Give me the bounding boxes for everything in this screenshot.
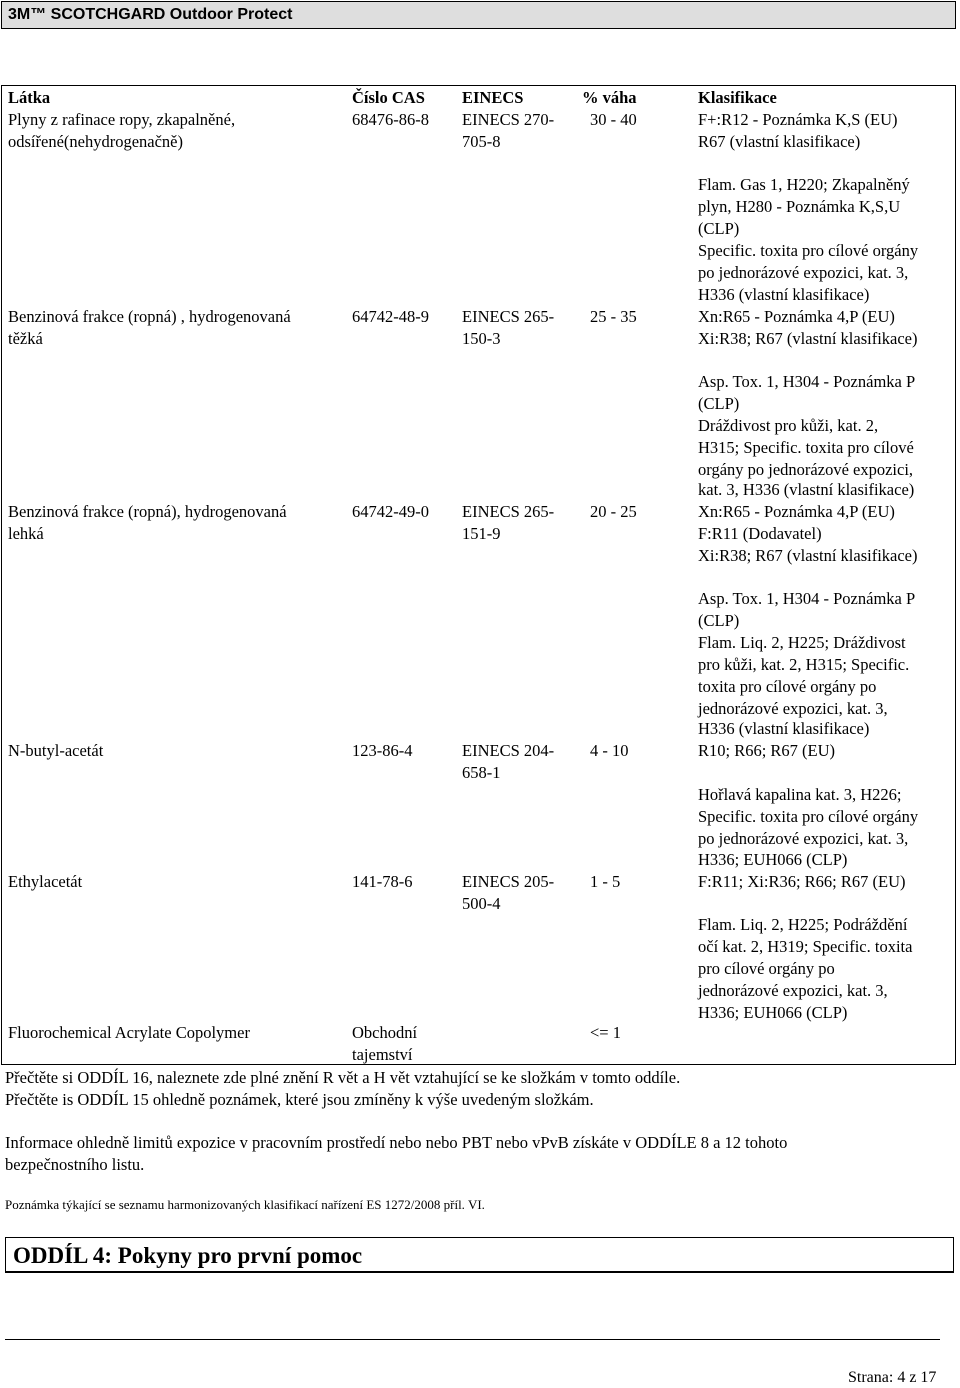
exposure-info-line-2: bezpečnostního listu.	[5, 1155, 145, 1174]
row-6-clp-line-3: pro cílové orgány po	[698, 959, 835, 978]
row-2-weight: 25 - 35	[590, 307, 637, 326]
row-3-class-line-1: Xn:R65 - Poznámka 4,P (EU)	[698, 502, 895, 521]
row-1-einecs-line-2: 705-8	[462, 132, 501, 151]
row-4-cas: 123-86-4	[352, 741, 413, 760]
row-2-substance-line-1: Benzinová frakce (ropná) , hydrogenovaná	[8, 307, 291, 326]
row-1-weight: 30 - 40	[590, 110, 637, 129]
row-3-clp-line-2: (CLP)	[698, 394, 740, 413]
row-6-weight: <= 1	[590, 1023, 621, 1042]
exposure-info-line-1: Informace ohledně limitů expozice v pracovním prostředí nebo nebo PBT nebo vPvB získáte v ODDÍLE 8 a 12 tohoto	[5, 1133, 788, 1152]
row-3-substance-line-2: lehká	[8, 524, 44, 543]
row-2-clp-line-6: H336 (vlastní klasifikace)	[698, 285, 870, 304]
row-4-clp-line-5: toxita pro cílové orgány po	[698, 677, 877, 696]
row-3-weight: 20 - 25	[590, 502, 637, 521]
row-3-class-line-2: F:R11 (Dodavatel)	[698, 524, 822, 543]
row-2-einecs-line-1: EINECS 265-	[462, 307, 555, 326]
document-title: 3M™ SCOTCHGARD Outdoor Protect	[8, 6, 293, 23]
row-5-weight: 1 - 5	[590, 872, 621, 891]
row-6-clp-line-1: Flam. Liq. 2, H225; Podráždění	[698, 915, 908, 934]
row-4-clp-line-1: Asp. Tox. 1, H304 - Poznámka P	[698, 589, 916, 608]
row-5-substance: Ethylacetát	[8, 872, 83, 891]
row-4-weight: 4 - 10	[590, 741, 629, 760]
col-header-weight: % váha	[582, 88, 637, 107]
row-1-cas: 68476-86-8	[352, 110, 429, 129]
row-3-einecs-line-1: EINECS 265-	[462, 502, 555, 521]
row-1-substance-line-2: odsířené(nehydrogenačně)	[8, 132, 183, 151]
row-4-clp-line-4: pro kůži, kat. 2, H315; Specific.	[698, 655, 910, 674]
row-3-clp-line-4: H315; Specific. toxita pro cílové	[698, 438, 914, 457]
section-4-heading	[5, 1237, 954, 1273]
page-number: Strana: 4 z 17	[848, 1369, 937, 1386]
col-header-substance: Látka	[8, 88, 51, 107]
row-2-class-line-1: Xn:R65 - Poznámka 4,P (EU)	[698, 307, 895, 326]
row-5-clp-line-4: H336; EUH066 (CLP)	[698, 850, 848, 869]
row-2-clp-line-2: plyn, H280 - Poznámka K,S,U	[698, 197, 901, 216]
row-2-einecs-line-2: 150-3	[462, 329, 501, 348]
section-title: ODDÍL 4: Pokyny pro první pomoc	[13, 1243, 363, 1268]
row-6-clp-line-5: H336; EUH066 (CLP)	[698, 1003, 848, 1022]
row-2-clp-line-4: Specific. toxita pro cílové orgány	[698, 241, 919, 260]
row-5-clp-line-3: po jednorázové expozici, kat. 3,	[698, 829, 909, 848]
row-2-substance-line-2: těžká	[8, 329, 43, 348]
row-4-class-line-1: R10; R66; R67 (EU)	[698, 741, 836, 760]
row-6-clp-line-4: jednorázové expozici, kat. 3,	[698, 981, 888, 1000]
footer-divider	[5, 1339, 940, 1340]
row-4-clp-line-7: H336 (vlastní klasifikace)	[698, 719, 870, 738]
row-3-clp-line-6: kat. 3, H336 (vlastní klasifikace)	[698, 480, 915, 499]
row-1-class-line-2: R67 (vlastní klasifikace)	[698, 132, 861, 151]
row-4-clp-line-6: jednorázové expozici, kat. 3,	[698, 699, 888, 718]
row-5-class-line-1: F:R11; Xi:R36; R66; R67 (EU)	[698, 872, 906, 891]
row-3-cas: 64742-49-0	[352, 502, 429, 521]
note-section-15: Přečtěte is ODDÍL 15 ohledně poznámek, které jsou zmíněny k výše uvedeným složkám.	[5, 1090, 594, 1109]
col-header-cas: Číslo CAS	[352, 88, 425, 107]
row-5-einecs-line-2: 500-4	[462, 894, 501, 913]
clp-note: Poznámka týkající se seznamu harmonizovaných klasifikací nařízení ES 1272/2008 příl. VI.	[5, 1197, 485, 1212]
row-1-einecs-line-1: EINECS 270-	[462, 110, 555, 129]
row-4-einecs-line-1: EINECS 204-	[462, 741, 555, 760]
row-4-substance: N-butyl-acetát	[8, 741, 104, 760]
row-3-class-line-3: Xi:R38; R67 (vlastní klasifikace)	[698, 546, 918, 565]
row-5-einecs-line-1: EINECS 205-	[462, 872, 555, 891]
row-6-substance: Fluorochemical Acrylate Copolymer	[8, 1023, 250, 1042]
row-6-cas-line-1: Obchodní	[352, 1023, 418, 1042]
row-2-cas: 64742-48-9	[352, 307, 429, 326]
row-4-clp-line-2: (CLP)	[698, 611, 740, 630]
col-header-classification: Klasifikace	[698, 88, 777, 107]
row-2-clp-line-1: Flam. Gas 1, H220; Zkapalněný	[698, 175, 910, 194]
row-3-substance-line-1: Benzinová frakce (ropná), hydrogenovaná	[8, 502, 287, 521]
row-2-class-line-2: Xi:R38; R67 (vlastní klasifikace)	[698, 329, 918, 348]
note-section-16: Přečtěte si ODDÍL 16, naleznete zde plné znění R vět a H vět vztahující se ke složkám v tomto oddíle.	[5, 1068, 681, 1087]
row-2-clp-line-5: po jednorázové expozici, kat. 3,	[698, 263, 909, 282]
row-5-cas: 141-78-6	[352, 872, 413, 891]
row-4-clp-line-3: Flam. Liq. 2, H225; Dráždivost	[698, 633, 906, 652]
row-4-einecs-line-2: 658-1	[462, 763, 501, 782]
row-3-clp-line-1: Asp. Tox. 1, H304 - Poznámka P	[698, 372, 916, 391]
row-1-class-line-1: F+:R12 - Poznámka K,S (EU)	[698, 110, 898, 129]
row-1-substance-line-1: Plyny z rafinace ropy, zkapalněné,	[8, 110, 236, 129]
row-3-einecs-line-2: 151-9	[462, 524, 501, 543]
row-5-clp-line-1: Hořlavá kapalina kat. 3, H226;	[698, 785, 902, 804]
row-6-clp-line-2: očí kat. 2, H319; Specific. toxita	[698, 937, 913, 956]
row-6-cas-line-2: tajemství	[352, 1045, 413, 1064]
row-3-clp-line-3: Dráždivost pro kůži, kat. 2,	[698, 416, 879, 435]
row-3-clp-line-5: orgány po jednorázové expozici,	[698, 460, 914, 479]
row-2-clp-line-3: (CLP)	[698, 219, 740, 238]
col-header-einecs: EINECS	[462, 88, 524, 107]
document-header	[1, 1, 956, 29]
row-5-clp-line-2: Specific. toxita pro cílové orgány	[698, 807, 919, 826]
